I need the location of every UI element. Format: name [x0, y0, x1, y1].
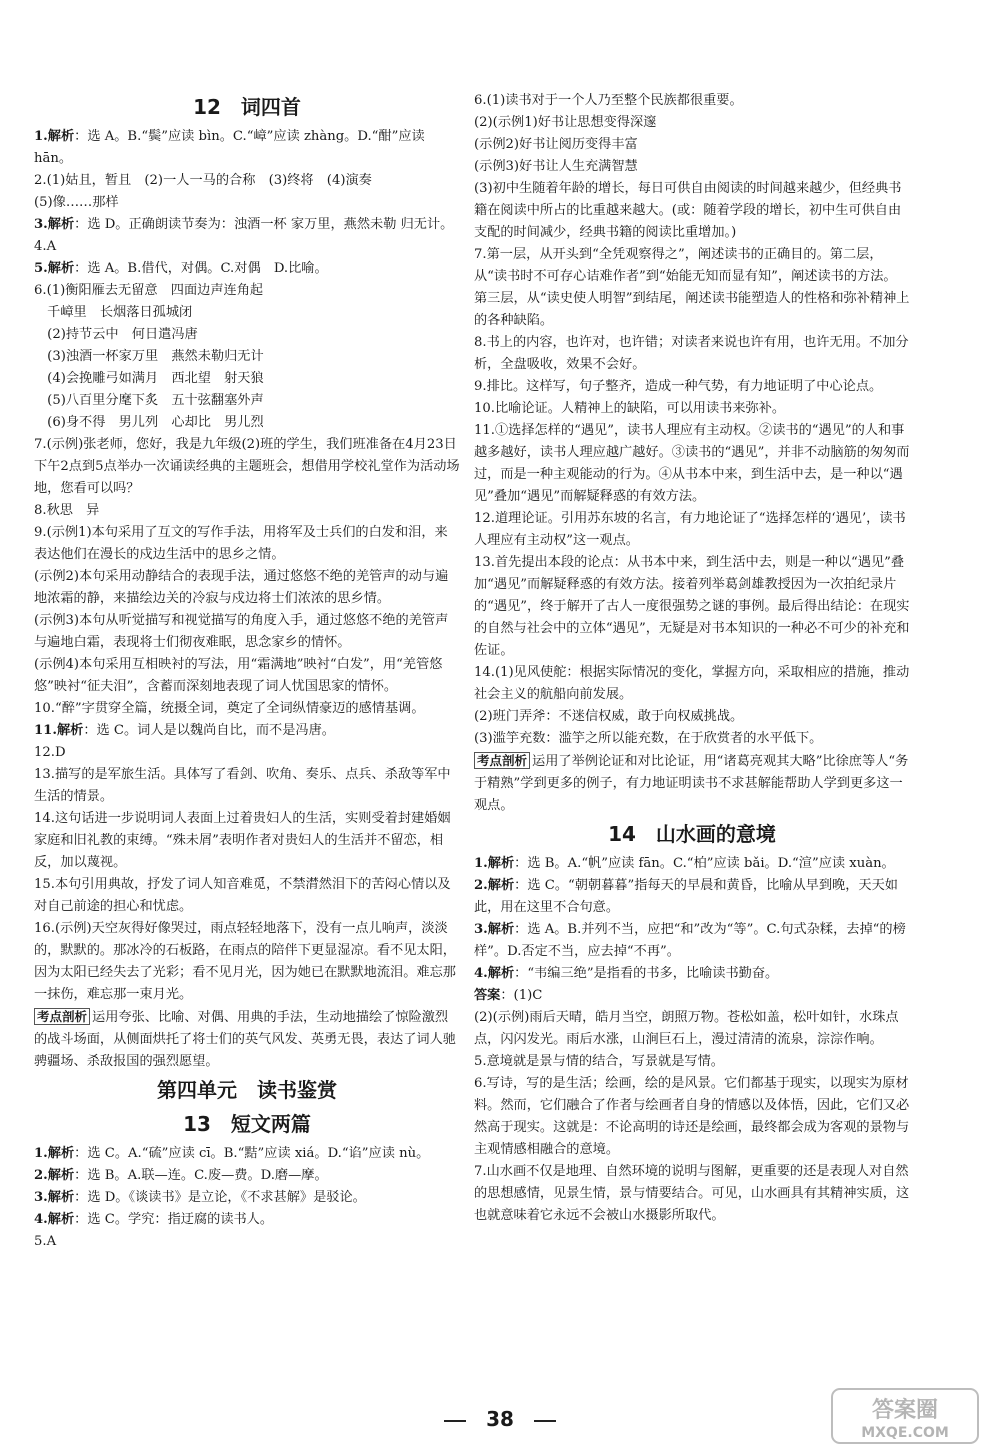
answer-label: 3.解析	[34, 1190, 75, 1205]
answer-label: 3.解析	[474, 922, 515, 937]
answer-text: 运用了举例论证和对比论证，用“诸葛亮观其大略”比徐庶等人“务于精熟”学到更多的例子，有力地证明读书不求甚解能帮助人学到更多这一观点。	[474, 754, 909, 813]
answer-text: 7.(示例)张老师，您好，我是九年级(2)班的学生，我们班准备在4月23日下午2点到5点举办一次诵读经典的主题班会，想借用学校礼堂作为活动场地，您看可以吗？	[34, 437, 460, 496]
answer-text: 6.(1)读书对于一个人乃至整个民族都很重要。	[474, 93, 743, 108]
page-number: 38	[486, 1407, 514, 1431]
answer-text: 9.排比。这样写，句子整齐，造成一种气势，有力地证明了中心论点。	[474, 379, 883, 394]
answer-text: ：选 C。学究：指迂腐的读书人。	[74, 1212, 274, 1227]
answer-item	[474, 244, 910, 332]
answer-text: (示例2)本句采用动静结合的表现手法，通过悠悠不绝的羌管声的动与遍地浓霜的静，来描绘边关的冷寂与戍边将士们浓浓的思乡情。	[34, 569, 449, 606]
answer-text: ：选 A。B.并列不当，应把“和”改为“等”。C.句式杂糅，去掉“的榜样”。D.否定不当，应去掉“不再”。	[474, 922, 906, 959]
answer-item	[474, 552, 910, 662]
answer-label: 4.解析	[34, 1212, 75, 1227]
answer-item	[34, 214, 460, 236]
answer-item	[474, 90, 910, 112]
answer-text: 8.书上的内容，也许对，也许错；对读者来说也许有用，也许无用。不加分析，全盘吸收，效果不会好。	[474, 335, 909, 372]
answer-text: (3)初中生随着年龄的增长，每日可供自由阅读的时间越来越少，但经典书籍在阅读中所占的比重越来越大。(或：随着学段的增长，初中生可供自由支配的时间减少，经典书籍的阅读比重增加。)	[474, 181, 902, 240]
answer-item	[34, 412, 460, 434]
answer-text: (4)会挽雕弓如满月 西北望 射天狼	[34, 371, 264, 386]
answer-text: 12.道理论证。引用苏东坡的名言，有力地论证了“选择怎样的‘遇见’，读书人理应有主动权”这一观点。	[474, 511, 906, 548]
answer-item	[474, 112, 910, 134]
answer-label: 11.解析	[34, 723, 84, 738]
answer-item	[34, 808, 460, 874]
answer-item	[34, 434, 460, 500]
answer-item	[34, 346, 460, 368]
section-title: 12 词四首	[193, 95, 301, 119]
answer-item	[474, 963, 910, 985]
answer-item	[474, 508, 910, 552]
answer-item	[34, 566, 460, 610]
answer-item	[474, 919, 910, 963]
answer-item	[34, 874, 460, 918]
tag-label: 考点剖析	[474, 752, 530, 769]
answer-text: 5.意境就是景与情的结合，写景就是写情。	[474, 1054, 724, 1069]
answer-item	[34, 126, 460, 170]
answer-text: ：选 C。A.“硫”应读 cī。B.“黠”应读 xiá。D.“谄”应读 nù。	[74, 1146, 430, 1161]
left-column	[34, 90, 460, 1253]
answer-label: 1.解析	[34, 1146, 75, 1161]
answer-text: 14.(1)见风使舵：根据实际情况的变化，掌握方向，采取相应的措施，推动社会主义的航船向前发展。	[474, 665, 910, 702]
answer-text: 13.首先提出本段的论点：从书本中来，到生活中去，则是一种以“遇见”叠加“遇见”而解疑释惑的有效方法。接着列举葛剑雄教授因为一次拍纪录片的“遇见”，终于解开了古人一度很强势之谜的事例。最后得出结论：在现实的自然与社会中的立体“遇见”，无疑是对书本知识的一种必不可少的补充和佐证。	[474, 555, 910, 658]
section-title: 13 短文两篇	[183, 1112, 311, 1136]
answer-text: 10.“醉”字贯穿全篇，统摄全词，奠定了全词纵情豪迈的感情基调。	[34, 701, 425, 716]
answer-text: ：选 D。正确朗读节奏为：浊酒一杯 家万里，燕然未勒 归无计。	[74, 217, 454, 232]
answer-text: 4.A	[34, 239, 57, 254]
answer-text: ：(1)C	[500, 988, 543, 1003]
answer-text: 2.(1)姑且，暂且 (2)一人一马的合称 (3)终将 (4)演奏	[34, 173, 372, 188]
answer-text: 10.比喻论证。人精神上的缺陷，可以用读书来弥补。	[474, 401, 786, 416]
answer-item	[34, 280, 460, 324]
answer-item	[34, 258, 460, 280]
answer-text: 8.秋思 异	[34, 503, 100, 518]
answer-text: (5)像……那样	[34, 195, 119, 210]
answer-text: 6.(1)衡阳雁去无留意 四面边声连角起 千嶂里 长烟落日孤城闭	[34, 283, 264, 320]
answer-item	[34, 368, 460, 390]
answer-text: 7.山水画不仅是地理、自然环境的说明与图解，更重要的还是表现人对自然的思想感情，见景生情，景与情要结合。可见，山水画具有其精神实质，这也就意味着它永远不会被山水摄影所取代。	[474, 1164, 910, 1223]
answer-text: (示例3)好书让人生充满智慧	[474, 159, 638, 174]
answer-text: (示例3)本句从听觉描写和视觉描写的角度入手，通过悠悠不绝的羌管声与遍地白霜，表现将士们彻夜难眠，思念家乡的情怀。	[34, 613, 449, 650]
answer-text: (示例4)本句采用互相映衬的写法，用“霜满地”映衬“白发”，用“羌管悠悠”映衬“征夫泪”，含蓄而深刻地表现了词人忧国思家的情怀。	[34, 657, 443, 694]
answer-text: (3)滥竽充数：滥竽之所以能充数，在于欣赏者的水平低下。	[474, 731, 823, 746]
answer-item	[474, 985, 910, 1007]
answer-text: (5)八百里分麾下炙 五十弦翻塞外声	[34, 393, 264, 408]
answer-item	[34, 236, 460, 258]
answer-item	[34, 324, 460, 346]
answer-text: (6)身不得 男儿列 心却比 男儿烈	[34, 415, 264, 430]
answer-text: (2)(示例)雨后天晴，皓月当空，朗照万物。苍松如盖，松叶如针，水珠点点，闪闪发光。雨后水涨，山涧巨石上，漫过清清的流泉，淙淙作响。	[474, 1010, 899, 1047]
answer-item	[474, 728, 910, 750]
answer-item	[34, 654, 460, 698]
answer-item	[474, 875, 910, 919]
answer-item	[474, 750, 910, 817]
answer-item	[34, 170, 460, 192]
watermark-logo	[830, 1387, 980, 1445]
answer-item	[34, 742, 460, 764]
page-number-dash-right	[534, 1420, 556, 1422]
answer-item	[34, 918, 460, 1006]
answer-text: ：“韦编三绝”是指看的书多，比喻读书勤奋。	[514, 966, 779, 981]
answer-label: 答案	[474, 988, 501, 1003]
answer-item	[474, 376, 910, 398]
answer-text: 6.写诗，写的是生活；绘画，绘的是风景。它们都基于现实，以现实为原材料。然而，它们融合了作者与绘画者自身的情感以及体悟，因此，它们又必然高于现实。这就是：不论高明的诗还是绘画，最终都会成为客观的景物与主观情感相融合的意境。	[474, 1076, 910, 1157]
answer-text: ：选 B。A.“帆”应读 fān。C.“柏”应读 bǎi。D.“渲”应读 xuàn。	[514, 856, 895, 871]
answer-text: ：选 D。《谈读书》是立论，《不求甚解》是驳论。	[74, 1190, 366, 1205]
answer-item	[34, 500, 460, 522]
answer-item	[474, 156, 910, 178]
answer-text: 15.本句引用典故，抒发了词人知音难觅，不禁潸然泪下的苦闷心情以及对自己前途的担心和忧虑。	[34, 877, 451, 914]
answer-item	[474, 662, 910, 706]
answer-text: 7.第一层，从开头到“全凭观察得之”，阐述读书的正确目的。第二层，从“读书时不可存心诘难作者”到“始能无知而显有知”，阐述读书的方法。 第三层，从“读史使人明智”到结尾，阐述读书能塑造人的性格和弥补精神上的各种缺陷。	[474, 247, 910, 328]
answer-text: (2)持节云中 何日遣冯唐	[34, 327, 198, 342]
answer-item	[34, 610, 460, 654]
answer-text: 12.D	[34, 745, 66, 760]
answer-text: 13.描写的是军旅生活。具体写了看剑、吹角、奏乐、点兵、杀敌等军中生活的情景。	[34, 767, 451, 804]
answer-item	[34, 698, 460, 720]
answer-text: 11.①选择怎样的“遇见”，读书人理应有主动权。②读书的“遇见”的人和事越多越好，读书人理应越广越好。③读书的“遇见”，并非不动脑筋的匆匆而过，而是一种主观能动的行为。④从书本中来，到生活中去，是一种以“遇见”叠加“遇见”而解疑释惑的有效方法。	[474, 423, 910, 504]
answer-item	[34, 720, 460, 742]
section-title: 14 山水画的意境	[608, 822, 776, 846]
answer-item	[34, 1187, 460, 1209]
answer-item	[34, 390, 460, 412]
answer-text: 14.这句话进一步说明词人表面上过着贵妇人的生活，实则受着封建婚姻家庭和旧礼教的束缚。“殊未屑”表明作者对贵妇人的生活并不留恋，相反，加以蔑视。	[34, 811, 451, 870]
answer-label: 1.解析	[34, 129, 75, 144]
answer-item	[474, 1007, 910, 1051]
answer-text: 16.(示例)天空灰得好像哭过，雨点轻轻地落下，没有一点儿响声，淡淡的，默默的。那冰冷的石板路，在雨点的陪伴下更显湿凉。看不见太阳，因为太阳已经失去了光彩；看不见月光，因为她已在默默地流泪。难忘那一抹伤，难忘那一束月光。	[34, 921, 456, 1002]
answer-text: ：选 C。“朝朝暮暮”指每天的早晨和黄昏，比喻从早到晚，天天如此，用在这里不合句意。	[474, 878, 898, 915]
answer-item	[474, 398, 910, 420]
answer-item	[34, 1006, 460, 1073]
answer-item	[34, 1165, 460, 1187]
right-column	[474, 90, 910, 1227]
answer-text: 运用夸张、比喻、对偶、用典的手法，生动地描绘了惊险激烈的战斗场面，从侧面烘托了将士们的英气风发、英勇无畏，表达了词人驰骋疆场、杀敌报国的强烈愿望。	[34, 1010, 456, 1069]
svg-text:答案圈: 答案圈	[871, 1398, 939, 1423]
answer-item	[474, 1073, 910, 1161]
answer-label: 2.解析	[474, 878, 515, 893]
answer-label: 3.解析	[34, 217, 75, 232]
svg-text:MXQE.COM: MXQE.COM	[861, 1425, 949, 1441]
answer-item	[474, 420, 910, 508]
answer-item	[34, 192, 460, 214]
answer-text: (2)班门弄斧：不迷信权威，敢于向权威挑战。	[474, 709, 744, 724]
answer-item	[34, 1231, 460, 1253]
answer-item	[474, 134, 910, 156]
answer-item	[474, 1161, 910, 1227]
answer-text: ：选 A。B.借代，对偶。C.对偶 D.比喻。	[74, 261, 328, 276]
answer-text: (示例2)好书让阅历变得丰富	[474, 137, 638, 152]
answer-label: 2.解析	[34, 1168, 75, 1183]
answer-item	[474, 332, 910, 376]
answer-text: (2)(示例1)好书让思想变得深邃	[474, 115, 657, 130]
answer-text: (3)浊酒一杯家万里 燕然未勒归无计	[34, 349, 264, 364]
answer-label: 1.解析	[474, 856, 515, 871]
answer-item	[34, 1143, 460, 1165]
answer-item	[474, 178, 910, 244]
answer-text: ：选 B。A.联—连。C.废—费。D.磨—摩。	[74, 1168, 328, 1183]
answer-item	[474, 853, 910, 875]
answer-text: 5.A	[34, 1234, 57, 1249]
answer-item	[474, 706, 910, 728]
answer-item	[34, 522, 460, 566]
answer-label: 4.解析	[474, 966, 515, 981]
tag-label: 考点剖析	[34, 1008, 90, 1025]
answer-label: 5.解析	[34, 261, 75, 276]
answer-text: ：选 C。词人是以魏尚自比，而不是冯唐。	[83, 723, 335, 738]
answer-item	[34, 1209, 460, 1231]
answer-item	[34, 764, 460, 808]
answer-item	[474, 1051, 910, 1073]
unit-title: 第四单元 读书鉴赏	[157, 1078, 337, 1102]
answer-text: ：选 A。B.“鬓”应读 bìn。C.“嶂”应读 zhàng。D.“酣”应读 hān。	[34, 129, 429, 166]
answer-text: 9.(示例1)本句采用了互文的写作手法，用将军及士兵们的白发和泪，来表达他们在漫长的戍边生活中的思乡之情。	[34, 525, 448, 562]
